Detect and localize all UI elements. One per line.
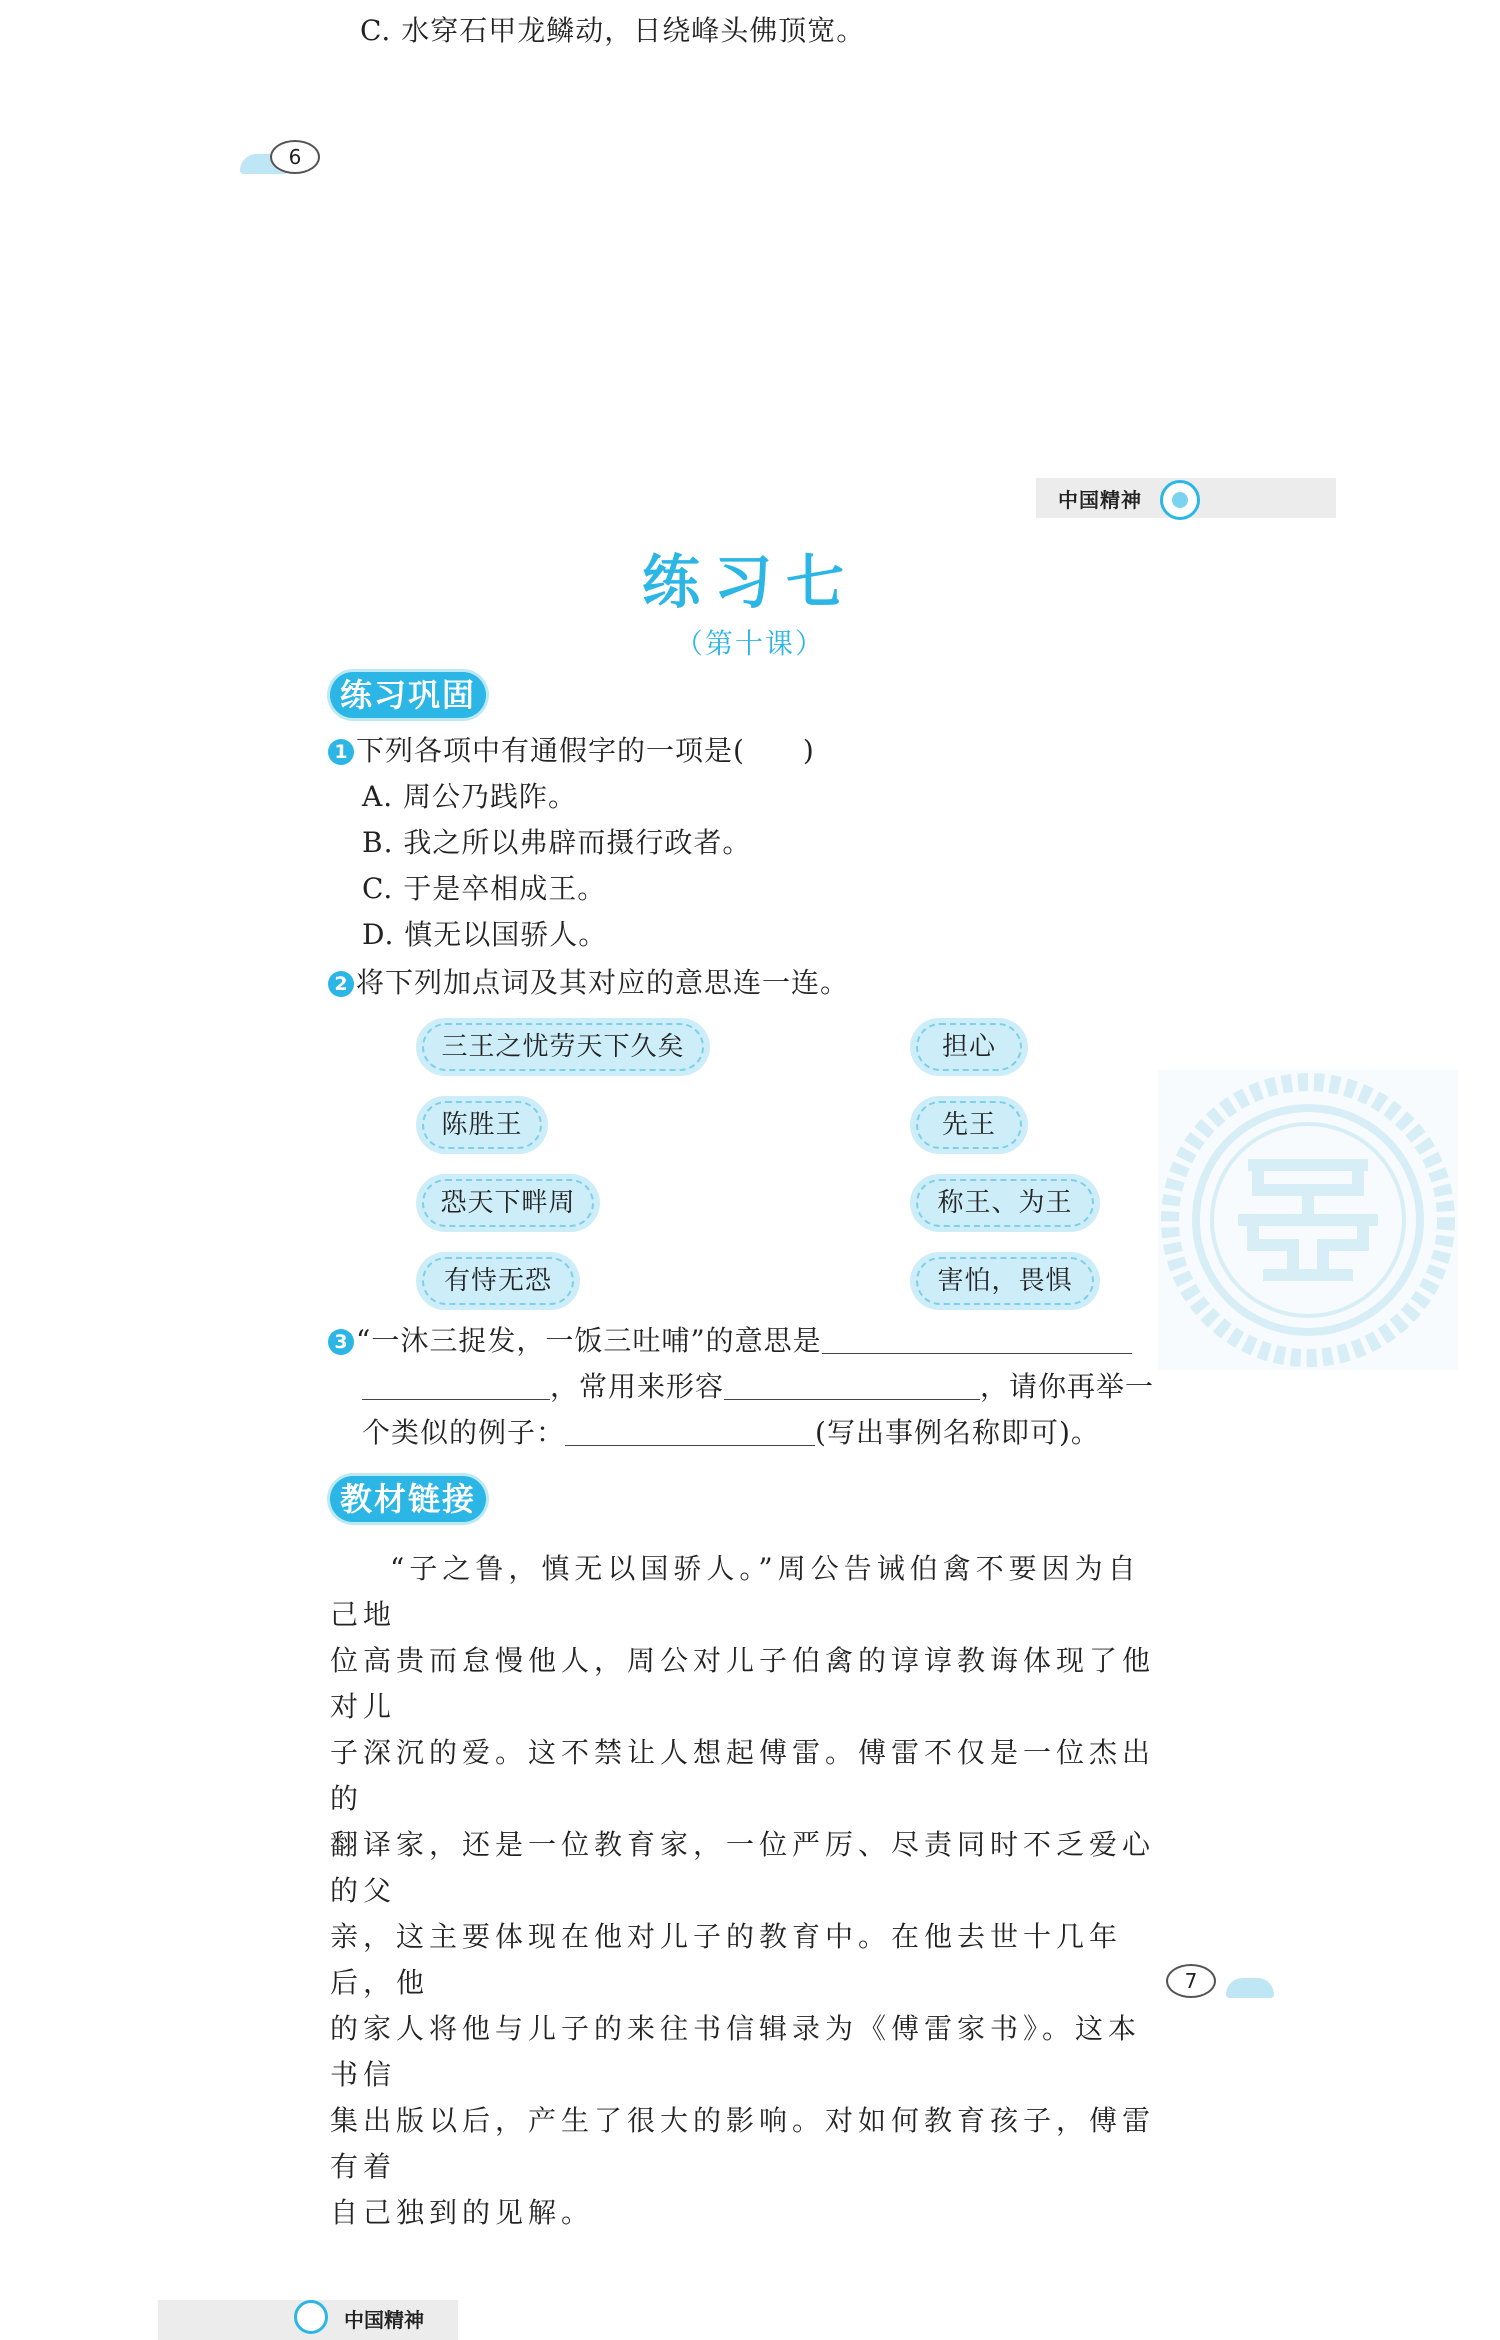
match-left-item[interactable]: 恐天下畔周 [416, 1174, 600, 1232]
question-2 [328, 960, 849, 1006]
page-subtitle: （第十课） [674, 627, 825, 660]
question-3-text: ，请你再举一 [980, 1370, 1155, 1403]
paragraph-line: 翻译家，还是一位教育家，一位严厉、尽责同时不乏爱心的父 [330, 1828, 1156, 1907]
answer-blank[interactable] [362, 1367, 550, 1400]
paragraph-line: “子之鲁，慎无以国骄人。”周公告诫伯禽不要因为自己地 [330, 1552, 1141, 1631]
match-right-item[interactable]: 先王 [910, 1096, 1028, 1154]
question-3-text: ，常用来形容 [550, 1370, 725, 1403]
header-label: 中国精神 [1058, 488, 1142, 512]
question-1-stem: 下列各项中有通假字的一项是( ) [356, 734, 815, 767]
answer-blank[interactable] [565, 1413, 815, 1446]
question-3-text: (写出事例名称即可)。 [815, 1416, 1100, 1449]
match-left-item[interactable]: 三王之忧劳天下久矣 [416, 1018, 710, 1076]
header-tag [1036, 478, 1336, 518]
question-3-line-2 [362, 1364, 1154, 1410]
paragraph-line: 子深沉的爱。这不禁让人想起傅雷。傅雷不仅是一位杰出的 [330, 1736, 1156, 1815]
paragraph-line: 集出版以后，产生了很大的影响。对如何教育孩子，傅雷有着 [330, 2104, 1156, 2183]
question-1 [328, 728, 815, 774]
paragraph-line: 位高贵而怠慢他人，周公对儿子伯禽的谆谆教诲体现了他对儿 [330, 1644, 1156, 1723]
match-left-item[interactable]: 有恃无恐 [416, 1252, 580, 1310]
match-left-item[interactable]: 陈胜王 [416, 1096, 548, 1154]
page-title: 练习七 [641, 548, 858, 616]
section-tag-link: 教材链接 [330, 1476, 486, 1522]
question-3-line-1 [328, 1318, 1132, 1364]
question-2-stem: 将下列加点词及其对应的意思连一连。 [356, 966, 850, 999]
question-number: 3 [328, 1329, 354, 1355]
answer-blank[interactable] [724, 1367, 980, 1400]
previous-page-option-c: C. 水穿石甲龙鳞动，日绕峰头佛顶宽。 [360, 14, 866, 47]
horse-emblem-icon [294, 2300, 328, 2334]
section-tag-practice: 练习巩固 [330, 672, 486, 718]
fret-ornament-icon [1158, 1070, 1458, 1370]
bottom-header-label: 中国精神 [344, 2308, 424, 2332]
paragraph-line: 的家人将他与儿子的来往书信辑录为《傅雷家书》。这本书信 [330, 2012, 1142, 2091]
match-right-item[interactable]: 称王、为王 [910, 1174, 1100, 1232]
question-number: 2 [328, 971, 354, 997]
horse-emblem-icon [1160, 480, 1200, 520]
match-right-item[interactable]: 担心 [910, 1018, 1028, 1076]
page-number: 7 [1166, 1964, 1216, 1998]
option-b: B. 我之所以弗辟而摄行政者。 [362, 826, 752, 859]
previous-page-number: 6 [270, 140, 320, 174]
paragraph-line: 自己独到的见解。 [330, 2196, 595, 2229]
bottom-header-tag [158, 2300, 458, 2340]
option-d: D. 慎无以国骄人。 [362, 918, 608, 951]
previous-page-number-badge [240, 140, 340, 180]
option-c: C. 于是卒相成王。 [362, 872, 607, 905]
question-3-line-3 [362, 1410, 1100, 1456]
question-number: 1 [328, 739, 354, 765]
option-a: A. 周公乃践阼。 [362, 780, 578, 813]
question-3-stem: “一沐三捉发，一饭三吐哺”的意思是 [356, 1324, 822, 1357]
cloud-icon [1226, 1978, 1274, 1998]
answer-blank[interactable] [822, 1321, 1132, 1354]
paragraph-line: 亲，这主要体现在他对儿子的教育中。在他去世十几年后，他 [330, 1920, 1123, 1999]
question-3-text: 个类似的例子： [362, 1416, 566, 1449]
link-paragraph [330, 1546, 1160, 2236]
match-right-item[interactable]: 害怕，畏惧 [910, 1252, 1100, 1310]
page-number-badge [1166, 1964, 1286, 2004]
